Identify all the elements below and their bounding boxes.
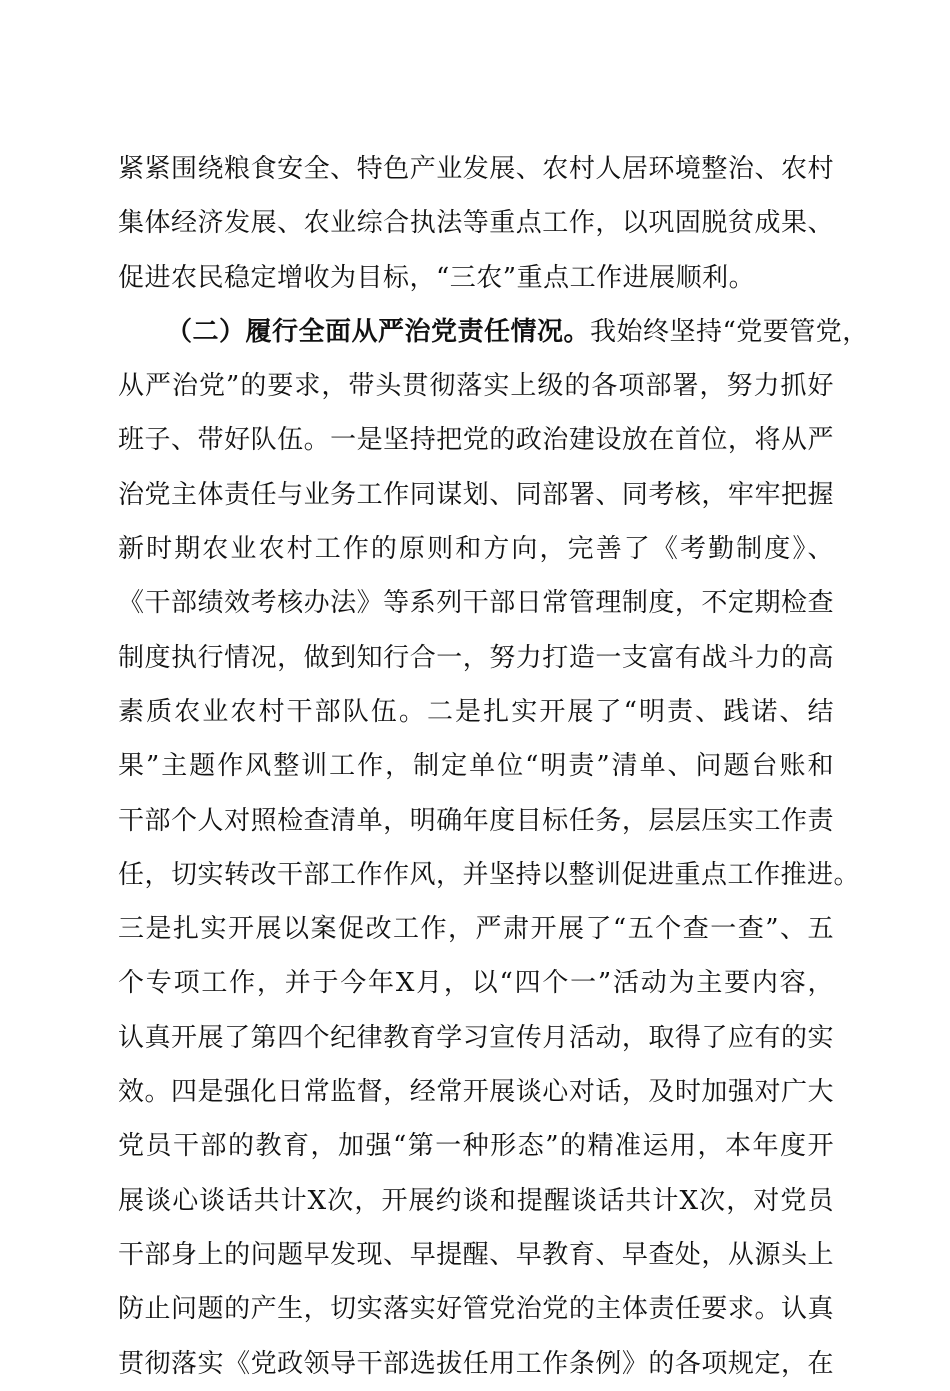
paragraph-1-line-2: 集体经济发展、农业综合执法等重点工作，以巩固脱贫成果、 (118, 208, 834, 239)
paragraph-2-line-1 (118, 305, 869, 359)
paragraph-1-line-1: 紧紧围绕粮食安全、特色产业发展、农村人居环境整治、农村 (118, 154, 834, 184)
body-text (118, 142, 869, 1391)
paragraph-2-line-19: 防止问题的产生，切实落实好管党治党的主体责任要求。认真 (118, 1294, 834, 1325)
paragraph-2-line-4: 治党主体责任与业务工作同谋划、同部署、同考核，牢牢把握 (118, 479, 834, 510)
paragraph-2-line-2: 从严治党”的要求，带头贯彻落实上级的各项部署，努力抓好 (118, 371, 834, 402)
paragraph-2-line-11: 任，切实转改干部工作作风，并坚持以整训促进重点工作推进。 (118, 859, 861, 890)
paragraph-2-line-13: 个专项工作，并于今年X月，以“四个一”活动为主要内容， (118, 968, 834, 999)
paragraph-2-line-7: 制度执行情况，做到知行合一，努力打造一支富有战斗力的高 (118, 642, 834, 673)
paragraph-2-line-1-text: 我始终坚持“党要管党， (590, 316, 869, 347)
paragraph-2-line-18: 干部身上的问题早发现、早提醒、早教育、早查处，从源头上 (118, 1239, 834, 1270)
paragraph-2-line-12: 三是扎实开展以案促改工作，严肃开展了“五个查一查”、五 (118, 914, 834, 945)
section-heading: （二）履行全面从严治党责任情况。 (166, 316, 591, 347)
paragraph-2-line-14: 认真开展了第四个纪律教育学习宣传月活动，取得了应有的实 (118, 1022, 834, 1053)
paragraph-2-line-10: 干部个人对照检查清单，明确年度目标任务，层层压实工作责 (118, 805, 834, 836)
paragraph-1-line-3: 促进农民稳定增收为目标，“三农”重点工作进展顺利。 (118, 262, 756, 293)
paragraph-2-line-20: 贯彻落实《党政领导干部选拔任用工作条例》的各项规定，在 (118, 1348, 834, 1379)
paragraph-2-line-3: 班子、带好队伍。一是坚持把党的政治建设放在首位，将从严 (118, 425, 834, 456)
paragraph-2-line-8: 素质农业农村干部队伍。二是扎实开展了“明责、践诺、结 (118, 696, 834, 727)
paragraph-2-line-16: 党员干部的教育，加强“第一种形态”的精准运用，本年度开 (118, 1131, 834, 1162)
paragraph-2-line-5: 新时期农业农村工作的原则和方向，完善了《考勤制度》、 (118, 534, 834, 565)
paragraph-2-line-6: 《干部绩效考核办法》等系列干部日常管理制度，不定期检查 (118, 588, 834, 619)
paragraph-2-line-9: 果”主题作风整训工作，制定单位“明责”清单、问题台账和 (118, 751, 834, 782)
paragraph-2-line-17: 展谈心谈话共计X次，开展约谈和提醒谈话共计X次，对党员 (118, 1185, 834, 1216)
paragraph-2-line-15: 效。四是强化日常监督，经常开展谈心对话，及时加强对广大 (118, 1077, 834, 1108)
